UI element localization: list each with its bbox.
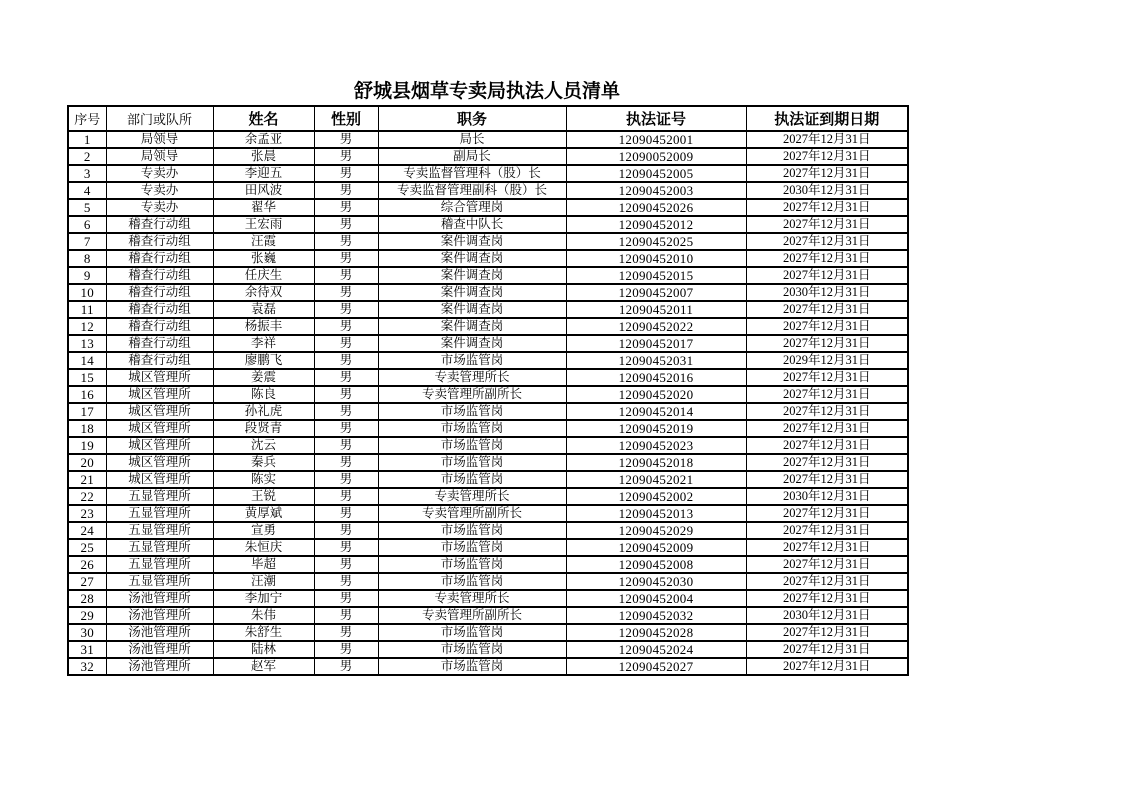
column-header-department: 部门或队所 <box>106 106 213 131</box>
cell-expiry-date: 2027年12月31日 <box>746 454 908 471</box>
cell-license-number: 12090452010 <box>566 250 746 267</box>
cell-department: 五显管理所 <box>106 522 213 539</box>
cell-expiry-date: 2027年12月31日 <box>746 437 908 454</box>
cell-name: 李迎五 <box>213 165 314 182</box>
table-row <box>68 658 908 675</box>
cell-position: 市场监管岗 <box>378 437 566 454</box>
cell-position: 市场监管岗 <box>378 522 566 539</box>
cell-expiry-date: 2027年12月31日 <box>746 216 908 233</box>
cell-position: 专卖管理所长 <box>378 488 566 505</box>
cell-position: 专卖监督管理副科（股）长 <box>378 182 566 199</box>
cell-name: 余待双 <box>213 284 314 301</box>
table-row <box>68 522 908 539</box>
cell-position: 市场监管岗 <box>378 420 566 437</box>
cell-gender: 男 <box>314 352 378 369</box>
cell-gender: 男 <box>314 284 378 301</box>
cell-index: 26 <box>68 556 106 573</box>
table-row <box>68 471 908 488</box>
cell-index: 11 <box>68 301 106 318</box>
cell-name: 孙礼虎 <box>213 403 314 420</box>
cell-position: 综合管理岗 <box>378 199 566 216</box>
cell-gender: 男 <box>314 454 378 471</box>
cell-license-number: 12090452009 <box>566 539 746 556</box>
cell-expiry-date: 2027年12月31日 <box>746 369 908 386</box>
table-row <box>68 199 908 216</box>
cell-gender: 男 <box>314 301 378 318</box>
cell-department: 城区管理所 <box>106 454 213 471</box>
cell-license-number: 12090452030 <box>566 573 746 590</box>
cell-gender: 男 <box>314 590 378 607</box>
cell-license-number: 12090452012 <box>566 216 746 233</box>
cell-license-number: 12090452018 <box>566 454 746 471</box>
cell-license-number: 12090452001 <box>566 131 746 148</box>
cell-department: 汤池管理所 <box>106 624 213 641</box>
cell-license-number: 12090452023 <box>566 437 746 454</box>
cell-expiry-date: 2027年12月31日 <box>746 267 908 284</box>
cell-gender: 男 <box>314 233 378 250</box>
cell-department: 稽查行动组 <box>106 267 213 284</box>
cell-gender: 男 <box>314 369 378 386</box>
cell-department: 汤池管理所 <box>106 607 213 624</box>
cell-index: 4 <box>68 182 106 199</box>
personnel-table <box>67 105 909 676</box>
cell-position: 市场监管岗 <box>378 471 566 488</box>
cell-position: 专卖管理所副所长 <box>378 607 566 624</box>
table-row <box>68 539 908 556</box>
cell-position: 市场监管岗 <box>378 403 566 420</box>
cell-name: 杨振丰 <box>213 318 314 335</box>
cell-expiry-date: 2027年12月31日 <box>746 335 908 352</box>
column-header-license-number: 执法证号 <box>566 106 746 131</box>
cell-name: 王宏雨 <box>213 216 314 233</box>
cell-name: 廖鹏飞 <box>213 352 314 369</box>
table-row <box>68 590 908 607</box>
cell-position: 市场监管岗 <box>378 352 566 369</box>
cell-gender: 男 <box>314 471 378 488</box>
cell-expiry-date: 2027年12月31日 <box>746 420 908 437</box>
cell-license-number: 12090452016 <box>566 369 746 386</box>
cell-position: 案件调查岗 <box>378 267 566 284</box>
table-header-row <box>68 106 908 131</box>
cell-license-number: 12090452027 <box>566 658 746 675</box>
cell-expiry-date: 2027年12月31日 <box>746 318 908 335</box>
table-row <box>68 165 908 182</box>
cell-name: 袁磊 <box>213 301 314 318</box>
cell-expiry-date: 2027年12月31日 <box>746 556 908 573</box>
document-title: 舒城县烟草专卖局执法人员清单 <box>353 81 620 102</box>
table-row <box>68 505 908 522</box>
table-row <box>68 403 908 420</box>
cell-index: 13 <box>68 335 106 352</box>
cell-department: 稽查行动组 <box>106 284 213 301</box>
cell-expiry-date: 2027年12月31日 <box>746 301 908 318</box>
cell-department: 专卖办 <box>106 182 213 199</box>
table-row <box>68 216 908 233</box>
cell-position: 市场监管岗 <box>378 573 566 590</box>
cell-name: 李加宁 <box>213 590 314 607</box>
cell-gender: 男 <box>314 182 378 199</box>
cell-expiry-date: 2030年12月31日 <box>746 284 908 301</box>
cell-license-number: 12090452003 <box>566 182 746 199</box>
cell-index: 9 <box>68 267 106 284</box>
cell-expiry-date: 2027年12月31日 <box>746 199 908 216</box>
cell-index: 18 <box>68 420 106 437</box>
cell-expiry-date: 2027年12月31日 <box>746 165 908 182</box>
cell-expiry-date: 2027年12月31日 <box>746 641 908 658</box>
cell-license-number: 12090452020 <box>566 386 746 403</box>
cell-department: 局领导 <box>106 148 213 165</box>
cell-license-number: 12090452014 <box>566 403 746 420</box>
table-row <box>68 420 908 437</box>
cell-name: 段贤青 <box>213 420 314 437</box>
cell-department: 汤池管理所 <box>106 641 213 658</box>
cell-index: 28 <box>68 590 106 607</box>
table-row <box>68 267 908 284</box>
cell-department: 稽查行动组 <box>106 352 213 369</box>
cell-name: 张晨 <box>213 148 314 165</box>
cell-index: 32 <box>68 658 106 675</box>
cell-name: 余孟亚 <box>213 131 314 148</box>
cell-name: 翟华 <box>213 199 314 216</box>
cell-position: 案件调查岗 <box>378 233 566 250</box>
cell-expiry-date: 2027年12月31日 <box>746 505 908 522</box>
table-row <box>68 556 908 573</box>
cell-gender: 男 <box>314 148 378 165</box>
cell-department: 五显管理所 <box>106 488 213 505</box>
cell-license-number: 12090452011 <box>566 301 746 318</box>
cell-index: 2 <box>68 148 106 165</box>
cell-position: 案件调查岗 <box>378 335 566 352</box>
cell-gender: 男 <box>314 420 378 437</box>
cell-gender: 男 <box>314 199 378 216</box>
cell-position: 专卖管理所长 <box>378 369 566 386</box>
cell-name: 宣勇 <box>213 522 314 539</box>
cell-department: 稽查行动组 <box>106 318 213 335</box>
cell-gender: 男 <box>314 267 378 284</box>
cell-name: 陈实 <box>213 471 314 488</box>
cell-gender: 男 <box>314 318 378 335</box>
cell-position: 局长 <box>378 131 566 148</box>
cell-gender: 男 <box>314 658 378 675</box>
cell-position: 案件调查岗 <box>378 318 566 335</box>
cell-license-number: 12090452024 <box>566 641 746 658</box>
cell-expiry-date: 2027年12月31日 <box>746 403 908 420</box>
cell-expiry-date: 2030年12月31日 <box>746 182 908 199</box>
cell-expiry-date: 2029年12月31日 <box>746 352 908 369</box>
cell-expiry-date: 2027年12月31日 <box>746 658 908 675</box>
cell-position: 案件调查岗 <box>378 301 566 318</box>
cell-department: 五显管理所 <box>106 505 213 522</box>
cell-expiry-date: 2027年12月31日 <box>746 590 908 607</box>
cell-license-number: 12090452013 <box>566 505 746 522</box>
table-row <box>68 131 908 148</box>
table-row <box>68 318 908 335</box>
cell-index: 25 <box>68 539 106 556</box>
cell-department: 五显管理所 <box>106 573 213 590</box>
cell-position: 专卖管理所副所长 <box>378 386 566 403</box>
cell-position: 市场监管岗 <box>378 556 566 573</box>
cell-license-number: 12090452002 <box>566 488 746 505</box>
cell-index: 16 <box>68 386 106 403</box>
column-header-index: 序号 <box>68 106 106 131</box>
cell-expiry-date: 2027年12月31日 <box>746 250 908 267</box>
cell-index: 10 <box>68 284 106 301</box>
table-row <box>68 607 908 624</box>
cell-expiry-date: 2027年12月31日 <box>746 131 908 148</box>
cell-gender: 男 <box>314 250 378 267</box>
table-row <box>68 641 908 658</box>
cell-index: 23 <box>68 505 106 522</box>
cell-index: 24 <box>68 522 106 539</box>
cell-index: 15 <box>68 369 106 386</box>
cell-department: 五显管理所 <box>106 556 213 573</box>
cell-position: 市场监管岗 <box>378 454 566 471</box>
cell-index: 30 <box>68 624 106 641</box>
cell-index: 17 <box>68 403 106 420</box>
cell-position: 专卖管理所长 <box>378 590 566 607</box>
cell-gender: 男 <box>314 539 378 556</box>
cell-index: 7 <box>68 233 106 250</box>
cell-name: 田风波 <box>213 182 314 199</box>
table-row <box>68 454 908 471</box>
cell-department: 城区管理所 <box>106 386 213 403</box>
cell-expiry-date: 2027年12月31日 <box>746 233 908 250</box>
cell-position: 市场监管岗 <box>378 641 566 658</box>
cell-department: 稽查行动组 <box>106 335 213 352</box>
cell-index: 5 <box>68 199 106 216</box>
cell-position: 市场监管岗 <box>378 624 566 641</box>
table-row <box>68 573 908 590</box>
cell-gender: 男 <box>314 216 378 233</box>
cell-index: 3 <box>68 165 106 182</box>
cell-license-number: 12090452025 <box>566 233 746 250</box>
cell-license-number: 12090052009 <box>566 148 746 165</box>
cell-gender: 男 <box>314 437 378 454</box>
cell-expiry-date: 2030年12月31日 <box>746 488 908 505</box>
cell-license-number: 12090452032 <box>566 607 746 624</box>
table-row <box>68 624 908 641</box>
column-header-position: 职务 <box>378 106 566 131</box>
cell-license-number: 12090452028 <box>566 624 746 641</box>
cell-name: 朱伟 <box>213 607 314 624</box>
cell-name: 汪潮 <box>213 573 314 590</box>
table-row <box>68 386 908 403</box>
cell-index: 6 <box>68 216 106 233</box>
cell-license-number: 12090452007 <box>566 284 746 301</box>
cell-department: 城区管理所 <box>106 403 213 420</box>
cell-gender: 男 <box>314 607 378 624</box>
cell-name: 任庆生 <box>213 267 314 284</box>
cell-gender: 男 <box>314 522 378 539</box>
cell-index: 20 <box>68 454 106 471</box>
cell-gender: 男 <box>314 335 378 352</box>
cell-expiry-date: 2027年12月31日 <box>746 386 908 403</box>
cell-position: 市场监管岗 <box>378 539 566 556</box>
cell-gender: 男 <box>314 403 378 420</box>
cell-index: 14 <box>68 352 106 369</box>
cell-gender: 男 <box>314 131 378 148</box>
cell-gender: 男 <box>314 165 378 182</box>
cell-department: 城区管理所 <box>106 369 213 386</box>
cell-department: 稽查行动组 <box>106 216 213 233</box>
cell-gender: 男 <box>314 624 378 641</box>
cell-department: 汤池管理所 <box>106 658 213 675</box>
cell-name: 汪霞 <box>213 233 314 250</box>
table-row <box>68 250 908 267</box>
table-row <box>68 437 908 454</box>
cell-department: 局领导 <box>106 131 213 148</box>
table-row <box>68 488 908 505</box>
cell-name: 秦兵 <box>213 454 314 471</box>
cell-name: 李祥 <box>213 335 314 352</box>
table-body <box>68 131 908 675</box>
cell-license-number: 12090452029 <box>566 522 746 539</box>
cell-name: 陈良 <box>213 386 314 403</box>
cell-name: 黄厚斌 <box>213 505 314 522</box>
cell-expiry-date: 2030年12月31日 <box>746 607 908 624</box>
cell-license-number: 12090452021 <box>566 471 746 488</box>
cell-index: 12 <box>68 318 106 335</box>
cell-name: 朱舒生 <box>213 624 314 641</box>
table-row <box>68 284 908 301</box>
cell-gender: 男 <box>314 573 378 590</box>
cell-expiry-date: 2027年12月31日 <box>746 624 908 641</box>
cell-license-number: 12090452019 <box>566 420 746 437</box>
cell-position: 稽查中队长 <box>378 216 566 233</box>
cell-license-number: 12090452031 <box>566 352 746 369</box>
cell-position: 案件调查岗 <box>378 284 566 301</box>
cell-index: 1 <box>68 131 106 148</box>
cell-department: 五显管理所 <box>106 539 213 556</box>
table-row <box>68 182 908 199</box>
table-row <box>68 148 908 165</box>
cell-name: 朱恒庆 <box>213 539 314 556</box>
cell-license-number: 12090452022 <box>566 318 746 335</box>
cell-license-number: 12090452008 <box>566 556 746 573</box>
cell-gender: 男 <box>314 505 378 522</box>
table-row <box>68 369 908 386</box>
cell-department: 汤池管理所 <box>106 590 213 607</box>
cell-department: 专卖办 <box>106 165 213 182</box>
cell-expiry-date: 2027年12月31日 <box>746 148 908 165</box>
cell-expiry-date: 2027年12月31日 <box>746 471 908 488</box>
cell-name: 沈云 <box>213 437 314 454</box>
cell-department: 稽查行动组 <box>106 250 213 267</box>
cell-department: 城区管理所 <box>106 471 213 488</box>
cell-gender: 男 <box>314 488 378 505</box>
cell-position: 案件调查岗 <box>378 250 566 267</box>
cell-name: 张巍 <box>213 250 314 267</box>
cell-name: 毕超 <box>213 556 314 573</box>
cell-index: 19 <box>68 437 106 454</box>
column-header-expiry-date: 执法证到期日期 <box>746 106 908 131</box>
table-row <box>68 301 908 318</box>
cell-position: 专卖监督管理科（股）长 <box>378 165 566 182</box>
cell-gender: 男 <box>314 386 378 403</box>
table-row <box>68 352 908 369</box>
cell-expiry-date: 2027年12月31日 <box>746 522 908 539</box>
cell-department: 专卖办 <box>106 199 213 216</box>
cell-name: 赵军 <box>213 658 314 675</box>
cell-department: 城区管理所 <box>106 437 213 454</box>
cell-index: 21 <box>68 471 106 488</box>
cell-license-number: 12090452015 <box>566 267 746 284</box>
cell-name: 王锐 <box>213 488 314 505</box>
cell-department: 稽查行动组 <box>106 301 213 318</box>
cell-department: 稽查行动组 <box>106 233 213 250</box>
cell-license-number: 12090452005 <box>566 165 746 182</box>
cell-name: 陆林 <box>213 641 314 658</box>
cell-position: 专卖管理所副所长 <box>378 505 566 522</box>
cell-position: 市场监管岗 <box>378 658 566 675</box>
table-row <box>68 335 908 352</box>
cell-department: 城区管理所 <box>106 420 213 437</box>
cell-gender: 男 <box>314 641 378 658</box>
cell-name: 姜震 <box>213 369 314 386</box>
cell-license-number: 12090452004 <box>566 590 746 607</box>
cell-license-number: 12090452026 <box>566 199 746 216</box>
column-header-gender: 性别 <box>314 106 378 131</box>
cell-expiry-date: 2027年12月31日 <box>746 573 908 590</box>
cell-index: 27 <box>68 573 106 590</box>
cell-expiry-date: 2027年12月31日 <box>746 539 908 556</box>
cell-index: 29 <box>68 607 106 624</box>
column-header-name: 姓名 <box>213 106 314 131</box>
cell-gender: 男 <box>314 556 378 573</box>
cell-position: 副局长 <box>378 148 566 165</box>
cell-index: 31 <box>68 641 106 658</box>
cell-index: 22 <box>68 488 106 505</box>
cell-license-number: 12090452017 <box>566 335 746 352</box>
table-row <box>68 233 908 250</box>
cell-index: 8 <box>68 250 106 267</box>
